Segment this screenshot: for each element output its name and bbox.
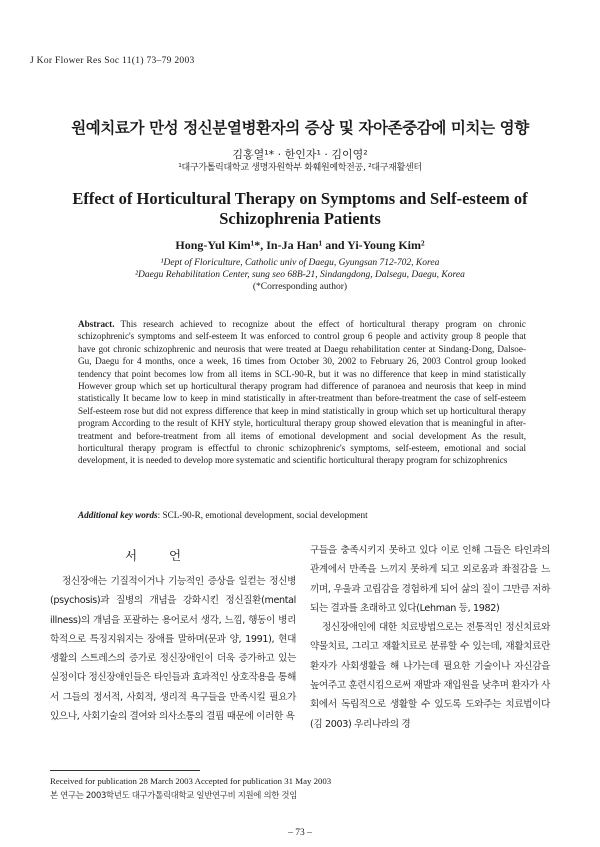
body-column-left: 정신장애는 기질적이거나 기능적인 증상을 일컫는 정신병(psychosis)과 질병의 개념을 강화시킨 정신질환(mental illness)의 개념을 포괄하는 용어로서 생각, 느낌, 행동이 병리학적으로 특징지워지는 장애를 말하며(문과 양, 1991), 현대 생활의 스트레스의 증가로 정신장애인이 더욱 증가하고 있는 실정이다 정신장애인들은 타인들과 효과적인 상호작용을 통해서 그들의 정서적, 사회적, 생리적 욕구들을 만족시킬 필요가 있으나, 사회기술의 결여와 의사소통의 결핍 때문에 이러한 욕 [50,576,296,723]
english-title: Effect of Horticultural Therapy on Symptoms and Self-esteem of Schizophrenia Patients [72,189,528,228]
keywords-label: Additional key words [78,510,158,520]
english-authors: Hong-Yul Kim¹*, In-Ja Han¹ and Yi-Young Kim² [175,238,425,252]
footnote-received: Received for publication 28 March 2003 Accepted for publication 31 May 2003 [50,776,332,786]
footnote-funding: 본 연구는 2003학년도 대구가톨릭대학교 일반연구비 지원에 의한 것임 [50,790,297,800]
affiliation-line-2: ²Daegu Rehabilitation Center, sung seo 68B-21, Sindangdong, Dalsegu, Daegu, Korea [135,270,465,280]
body-column-right [310,541,550,734]
keywords-text: : SCL-90-R, emotional development, social development [157,510,368,520]
korean-authors: 김홍열¹* · 한인자¹ · 김이영² [232,148,368,161]
body-paragraph-2: 정신장애인에 대한 치료방법으로는 전통적인 정신치료와 약물치료, 그리고 재활치료로 분류할 수 있는데, 재활치료란 환자가 사회생활을 해 나가는데 필요한 기술이나 자신감을 높여주고 훈련시킴으로써 재발과 재입원을 낮추며 환자가 사회에서 독립적으로 생활할 수 있도록 도와주는 치료법이다(김 2003) 우리나라의 경 [310,622,550,730]
keywords [78,510,526,520]
korean-affiliation: ¹대구가톨릭대학교 생명자원학부 화훼원예학전공, ²대구재활센터 [178,163,422,173]
corresponding-author-note: (*Corresponding author) [252,282,348,292]
abstract-text: This research achieved to recognize about the effect of horticultural therapy program on chronic schizophrenic's symptoms and self-esteem It was enforced to control group 6 people and activity group 8 people that have got chronic schizophrenic and neurosis that were treated at Daegu rehabilitation center at Sindang-Dong, Dalsoe-Gu, Daegu for 4 months, once a week, 16 times from October 30, 2002 to February 26, 2003 Control group looked tendency that point becomes low from all items in SCL-90-R, but it was no difference that keep in mind statistically However group which set up horticultural therapy program had difference of paranoea and neurosis that keep in mind statistically It became low to keep in mind statistically in after-treatment than before-treatment the case of self-esteem Self-esteem rose but did not express difference that keep in mind statistically in group which set up horticultural therapy program According to the result of KHY style, horticultural therapy group showed elevation that is meaningful in after-treatment and before-treatment from all items of emotional development and social development As the result, horticultural therapy program is effectful to chronic schizophrenic's symptoms, self-esteem, emotional and social development, it is needed to develop more systematic and scientific horticultural therapy program for schizophrenics [78,319,526,466]
section-heading-introduction: 서 언 [124,548,196,563]
page-number: – 73 – [288,828,312,838]
footnote-divider [50,770,200,771]
body-paragraph-1: 구들을 충족시키지 못하고 있다 이로 인해 그들은 타인과의 관계에서 만족을 느끼지 못하게 되고 외로움과 좌절감을 느끼며, 우울과 고립감을 경험하게 되어 삶의 질이 그만큼 저하되는 결과를 초래하고 있다(Lehman 등, 1982) [310,545,550,614]
affiliation-line-1: ¹Dept of Floriculture, Catholic univ of Daegu, Gyungsan 712-702, Korea [160,258,440,268]
abstract-label: Abstract. [78,319,115,329]
english-affiliation [0,257,600,293]
korean-title: 원예치료가 만성 정신분열병환자의 증상 및 자아존중감에 미치는 영향 [71,119,529,137]
journal-reference: J Kor Flower Res Soc 11(1) 73–79 2003 [30,56,195,66]
abstract [78,318,526,467]
